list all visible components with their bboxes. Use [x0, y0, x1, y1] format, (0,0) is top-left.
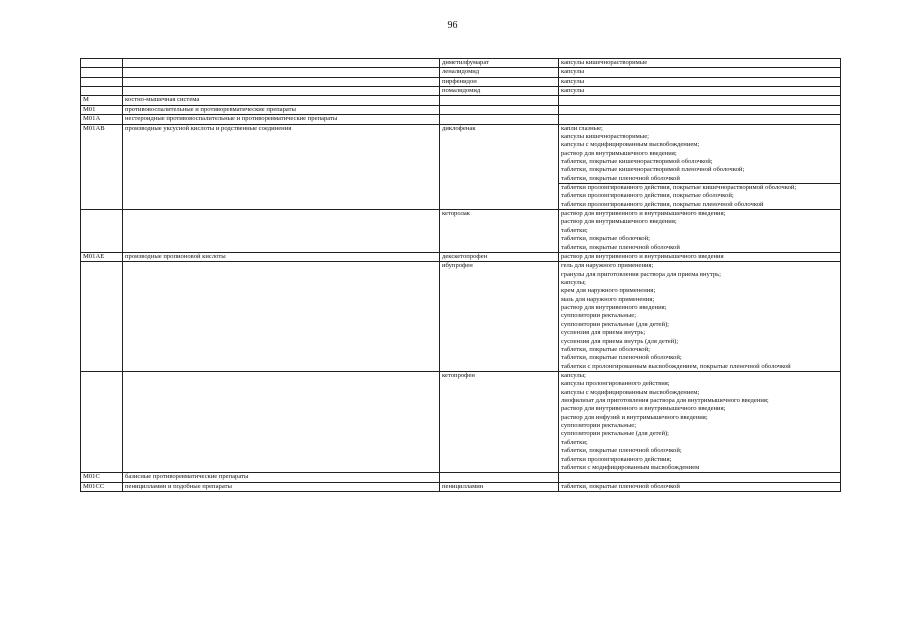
inn-cell: диклофенак [440, 124, 559, 210]
table-row [81, 482, 841, 491]
inn-cell: кеторолак [440, 210, 559, 253]
atc-code-cell [81, 262, 123, 372]
dosage-form-line: таблетки, покрытые оболочкой; [561, 345, 650, 353]
dosage-form-line: таблетки; [561, 226, 588, 234]
dosage-form-line: капсулы; [561, 278, 586, 286]
dosage-form-line: таблетки, покрытые пленочной оболочкой; [561, 447, 682, 455]
dosage-form-line: таблетки; [561, 438, 588, 446]
dosage-form-line: капсулы кишечнорастворимые; [561, 132, 649, 140]
dosage-forms-cell [559, 371, 841, 472]
inn-cell: кетопрофен [440, 371, 559, 472]
dosage-form-line: таблетки, покрытые пленочной оболочкой [561, 243, 680, 251]
atc-code-cell [81, 68, 123, 77]
group-name-cell [123, 77, 440, 86]
dosage-forms-cell [559, 115, 841, 124]
table-row [81, 473, 841, 482]
dosage-form-line: мазь для наружного применения; [561, 295, 655, 303]
table-row [81, 371, 841, 472]
atc-code-cell [81, 371, 123, 472]
dosage-form-line [561, 115, 838, 123]
dosage-form-line: раствор для внутривенного и внутримышечного введения [561, 252, 724, 260]
dosage-form-line: таблетки пролонгированного действия, покрытые оболочкой; [561, 192, 734, 200]
table-row [81, 59, 841, 68]
dosage-forms-cell [559, 262, 841, 372]
dosage-forms-cell [559, 77, 841, 86]
page-number: 96 [447, 20, 458, 31]
dosage-form-line: суппозитории ректальные (для детей); [561, 430, 670, 438]
dosage-form-line: суппозитории ректальные; [561, 312, 637, 320]
dosage-form-line: таблетки, покрытые кишечнорастворимой оболочкой; [561, 157, 713, 165]
group-name-cell: костно-мышечная система [123, 96, 440, 105]
dosage-form-line [561, 473, 838, 481]
table-row [81, 87, 841, 96]
atc-code-cell [81, 59, 123, 68]
group-name-cell: нестероидные противовоспалительные и противоревматические препараты [123, 115, 440, 124]
inn-cell: диметилфумарат [440, 59, 559, 68]
dosage-form-line: капсулы [561, 87, 585, 95]
dosage-form-line: суспензия для приема внутрь; [561, 329, 646, 337]
dosage-form-line [561, 96, 838, 104]
atc-code-cell: M01C [81, 473, 123, 482]
dosage-form-line: таблетки пролонгированного действия, покрытые пленочной оболочкой [561, 200, 764, 208]
table-row [81, 210, 841, 253]
dosage-form-line: капсулы с модифицированным высвобождением; [561, 141, 700, 149]
group-name-cell [123, 59, 440, 68]
medication-table [80, 58, 841, 492]
dosage-form-line: таблетки с пролонгированным высвобождением, покрытые пленочной оболочкой [561, 362, 791, 370]
atc-code-cell [81, 210, 123, 253]
dosage-forms-cell [559, 87, 841, 96]
dosage-form-line: гель для наружного применения; [561, 262, 654, 270]
dosage-form-line: таблетки с модифицированным высвобождением [561, 463, 700, 471]
dosage-form-line: крем для наружного применения; [561, 287, 656, 295]
dosage-form-line: капсулы с модифицированным высвобождением; [561, 388, 700, 396]
dosage-form-line: раствор для внутривенного и внутримышечного введения; [561, 405, 726, 413]
dosage-forms-cell [559, 59, 841, 68]
inn-cell [440, 96, 559, 105]
dosage-forms-cell [559, 210, 841, 253]
inn-cell: пирфенидон [440, 77, 559, 86]
dosage-form-line: капсулы пролонгированного действия; [561, 380, 670, 388]
atc-code-cell: M [81, 96, 123, 105]
table-row [81, 124, 841, 210]
dosage-forms-cell [559, 252, 841, 261]
dosage-forms-cell [559, 124, 841, 210]
atc-code-cell: M01CC [81, 482, 123, 491]
group-name-cell [123, 371, 440, 472]
dosage-form-line: таблетки, покрытые пленочной оболочкой [561, 174, 680, 182]
group-name-cell [123, 87, 440, 96]
atc-code-cell: M01A [81, 115, 123, 124]
dosage-forms-cell [559, 473, 841, 482]
group-name-cell [123, 68, 440, 77]
inn-cell [440, 473, 559, 482]
dosage-forms-cell [559, 68, 841, 77]
dosage-form-line: раствор для инфузий и внутримышечного введения; [561, 413, 708, 421]
table-row [81, 96, 841, 105]
inn-cell: леналидомид [440, 68, 559, 77]
group-name-cell: противовоспалительные и противоревматические препараты [123, 105, 440, 114]
dosage-form-line: раствор для внутривенного и внутримышечного введения; [561, 210, 726, 218]
dosage-form-line: суспензия для приема внутрь (для детей); [561, 337, 679, 345]
dosage-form-line: капсулы кишечнорастворимые [561, 59, 648, 66]
atc-code-cell: M01AB [81, 124, 123, 210]
table-row [81, 252, 841, 261]
table-body [81, 59, 841, 492]
atc-code-cell [81, 77, 123, 86]
dosage-form-line: суппозитории ректальные; [561, 422, 637, 430]
group-name-cell: пеницилламин и подобные препараты [123, 482, 440, 491]
group-name-cell: производные пропионовой кислоты [123, 252, 440, 261]
table-row [81, 105, 841, 114]
dosage-form-line: раствор для внутримышечного введения; [561, 149, 677, 157]
dosage-form-line: раствор для внутримышечного введения; [561, 218, 677, 226]
atc-code-cell: M01 [81, 105, 123, 114]
dosage-form-line: таблетки, покрытые кишечнорастворимой пленочной оболочкой; [561, 166, 745, 174]
dosage-form-line: таблетки, покрытые пленочной оболочкой [561, 482, 680, 490]
table-row [81, 115, 841, 124]
table-row [81, 77, 841, 86]
dosage-form-line: таблетки пролонгированного действия, покрытые кишечнорастворимой оболочкой; [559, 183, 840, 192]
dosage-form-line: таблетки пролонгированного действия; [561, 455, 672, 463]
dosage-form-line: гранулы для приготовления раствора для приема внутрь; [561, 270, 721, 278]
inn-cell: пеницилламин [440, 482, 559, 491]
dosage-forms-cell [559, 105, 841, 114]
group-name-cell: базисные противоревматические препараты [123, 473, 440, 482]
inn-cell: декскетопрофен [440, 252, 559, 261]
dosage-form-line: капсулы [561, 68, 585, 76]
dosage-form-line: лиофилизат для приготовления раствора для внутримышечного введения; [561, 397, 769, 405]
inn-cell: помалидомид [440, 87, 559, 96]
group-name-cell: производные уксусной кислоты и родственные соединения [123, 124, 440, 210]
group-name-cell [123, 262, 440, 372]
dosage-forms-cell [559, 482, 841, 491]
inn-cell [440, 115, 559, 124]
dosage-form-line: капсулы [561, 77, 585, 85]
inn-cell: ибупрофен [440, 262, 559, 372]
dosage-form-line: таблетки, покрытые пленочной оболочкой; [561, 354, 682, 362]
table-row [81, 68, 841, 77]
dosage-form-line [561, 106, 838, 114]
group-name-cell [123, 210, 440, 253]
dosage-form-line: раствор для внутривенного введения; [561, 304, 667, 312]
table-row [81, 262, 841, 372]
dosage-form-line: суппозитории ректальные (для детей); [561, 320, 670, 328]
inn-cell [440, 105, 559, 114]
atc-code-cell: M01AE [81, 252, 123, 261]
dosage-forms-cell [559, 96, 841, 105]
atc-code-cell [81, 87, 123, 96]
dosage-form-line: капли глазные; [561, 124, 603, 132]
dosage-form-line: капсулы; [561, 371, 586, 379]
dosage-form-line: таблетки, покрытые оболочкой; [561, 235, 650, 243]
